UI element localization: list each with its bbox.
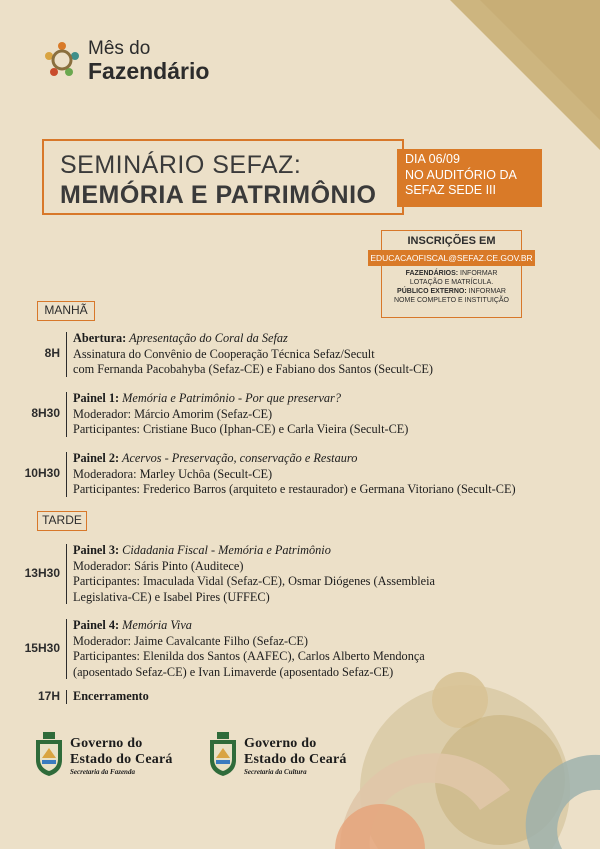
program-details — [73, 543, 598, 605]
program-line — [73, 451, 598, 467]
program-line-subtitle: Acervos - Preservação, conservação e Restauro — [119, 451, 358, 465]
program-divider — [66, 690, 67, 704]
program-line — [73, 649, 598, 665]
program-line — [73, 618, 598, 634]
program-line-heading: Painel 1: — [73, 391, 120, 405]
program-divider — [66, 544, 67, 604]
program-line — [73, 665, 598, 681]
program-divider — [66, 332, 67, 377]
brand-line-1: Mês do — [88, 38, 151, 59]
state-seal-icon — [34, 732, 64, 776]
program-line-text: Moderador: Márcio Amorim (Sefaz-CE) — [73, 406, 273, 421]
program-line — [73, 407, 598, 423]
program-line — [73, 559, 598, 575]
program-line — [73, 362, 598, 378]
program-details — [73, 689, 598, 705]
program-line-heading: Painel 4: — [73, 618, 120, 632]
program-time: 15H30 — [24, 641, 60, 655]
section-afternoon: TARDE — [37, 511, 87, 531]
gov-line-3: Secretaria da Cultura — [244, 768, 307, 776]
brand-line-2: Fazendário — [88, 58, 210, 84]
program-line-text: Participantes: Frederico Barros (arquiteto e restaurador) e Germana Vitoriano (Secult-CE) — [73, 482, 516, 496]
date-line-2: NO AUDITÓRIO DA — [405, 167, 517, 182]
program-line-text: Assinatura do Convênio de Cooperação Técnica Sefaz/Secult — [73, 346, 375, 361]
program-line — [73, 543, 598, 559]
section-morning: MANHÃ — [37, 301, 95, 321]
program-line — [73, 422, 598, 438]
title-box — [42, 139, 404, 215]
registration-box — [370, 230, 533, 318]
program-line-text: Moderadora: Marley Uchôa (Secult-CE) — [73, 466, 273, 481]
program-line-heading: Painel 2: — [73, 451, 120, 465]
people-circle-icon — [42, 40, 82, 80]
program-time: 17H — [37, 689, 60, 703]
program-line-subtitle: Cidadania Fiscal - Memória e Patrimônio — [119, 543, 331, 557]
program-time: 8H — [44, 346, 60, 361]
program-line — [73, 347, 598, 363]
registration-heading: INSCRIÇÕES EM — [407, 235, 496, 247]
program-line — [73, 331, 598, 347]
program-details — [73, 331, 598, 378]
program-line-text: Moderador: Jaime Cavalcante Filho (Sefaz-CE) — [73, 633, 308, 648]
program-line — [73, 482, 598, 498]
registration-note: FAZENDÁRIOS: INFORMAR LOTAÇÃO E MATRÍCULA. PÚBLICO EXTERNO: INFORMAR NOME COMPLETO E INSTITUIÇÃO — [394, 270, 509, 304]
title-line-2: MEMÓRIA E PATRIMÔNIO — [60, 181, 377, 209]
program-line — [73, 689, 598, 705]
program-line-text: Participantes: Cristiane Buco (Iphan-CE) e Carla Vieira (Secult-CE) — [73, 422, 409, 436]
program-line-heading: Painel 3: — [73, 543, 120, 557]
program-details — [73, 451, 598, 498]
date-line-3: SEFAZ SEDE III — [405, 183, 496, 197]
program-line-text: Participantes: Imaculada Vidal (Sefaz-CE), Osmar Diógenes (Assembleia — [73, 574, 436, 588]
program-line — [73, 634, 598, 650]
program-details — [73, 618, 598, 680]
program-line-text: Legislativa-CE) e Isabel Pires (UFFEC) — [73, 589, 270, 604]
program-time: 10H30 — [24, 466, 60, 481]
program-divider — [66, 452, 67, 497]
program-line — [73, 574, 598, 590]
program-time: 13H30 — [24, 566, 60, 580]
gov-line-3: Secretaria da Fazenda — [70, 768, 135, 776]
program-line-text: Participantes: Elenilda dos Santos (AAFEC), Carlos Alberto Mendonça — [73, 649, 425, 663]
program-line-text: Moderador: Sáris Pinto (Auditece) — [73, 558, 244, 573]
event-logo — [42, 38, 222, 86]
program-line-text: (aposentado Sefaz-CE) e Ivan Limaverde (aposentado Sefaz-CE) — [73, 664, 394, 679]
date-line-1: DIA 06/09 — [405, 152, 460, 166]
gov-line-2: Estado do Ceará — [244, 752, 347, 767]
corner-decoration-inner — [480, 0, 600, 120]
program-line — [73, 590, 598, 606]
program-line-subtitle: Memória e Patrimônio - Por que preservar? — [119, 391, 341, 405]
program-line-subtitle: Apresentação do Coral da Sefaz — [126, 331, 288, 345]
state-seal-icon — [208, 732, 238, 776]
program-line-subtitle: Memória Viva — [119, 618, 192, 632]
program-divider — [66, 392, 67, 437]
title-line-1: SEMINÁRIO SEFAZ: — [60, 151, 302, 179]
registration-email[interactable]: EDUCACAOFISCAL@SEFAZ.CE.GOV.BR — [368, 250, 535, 266]
gov-line-1: Governo do — [70, 736, 143, 751]
date-box — [397, 149, 542, 207]
program-line — [73, 391, 598, 407]
program-line-heading: Encerramento — [73, 689, 149, 703]
gov-line-1: Governo do — [244, 736, 317, 751]
program-line-heading: Abertura: — [73, 331, 127, 345]
program-time: 8H30 — [31, 406, 60, 421]
program-divider — [66, 619, 67, 679]
program-line — [73, 467, 598, 483]
program-line-text: com Fernanda Pacobahyba (Sefaz-CE) e Fabiano dos Santos (Secult-CE) — [73, 362, 433, 376]
gov-line-2: Estado do Ceará — [70, 752, 173, 767]
program-details — [73, 391, 598, 438]
